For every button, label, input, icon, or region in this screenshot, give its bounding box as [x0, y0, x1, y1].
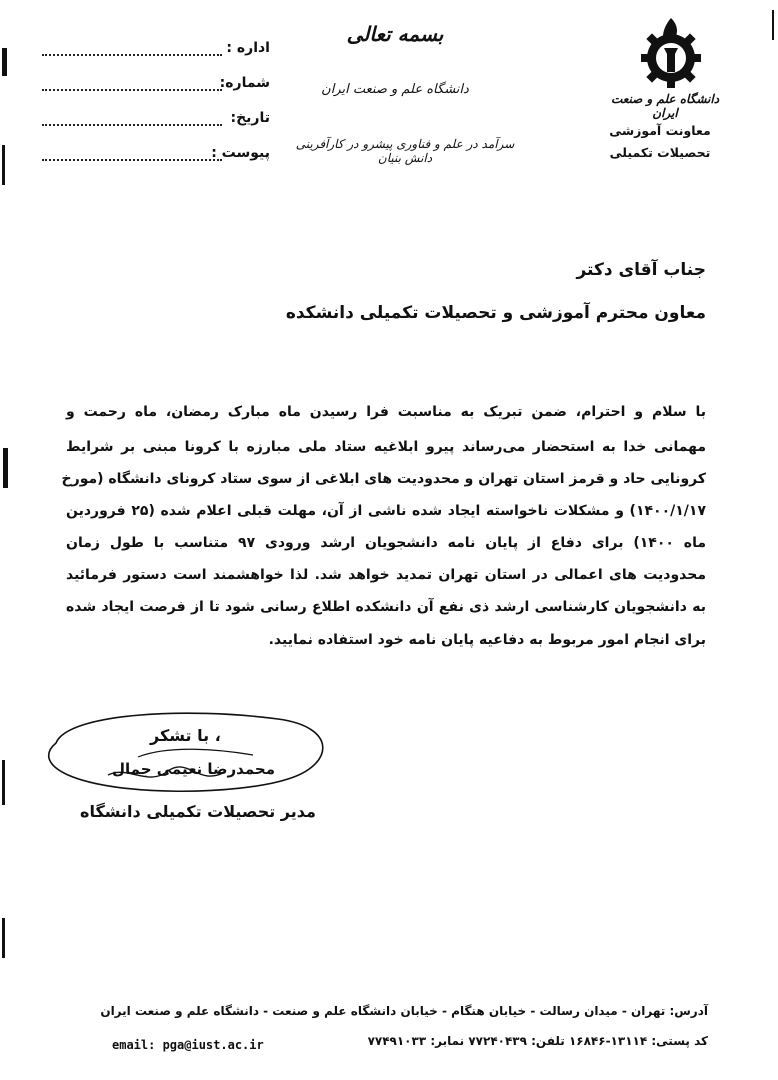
bismillah-heading: بسمه تعالی: [346, 22, 444, 46]
department-line: معاونت آموزشی: [609, 123, 711, 138]
field-label: اداره :: [226, 40, 270, 56]
footer-contact: کد پستی: ۱۳۱۱۴-۱۶۸۴۶ تلفن: ۷۷۲۴۰۴۳۹ نمابر: ۷۷۴۹۱۰۳۳: [367, 1034, 708, 1048]
field-label: پیوست :: [211, 145, 270, 161]
field-department: [40, 40, 270, 66]
signature-regards: ، با تشکر: [150, 726, 221, 745]
field-dotted-line: [42, 124, 222, 126]
body-text-line: مهمانی خدا به استحضار می‌رساند پیرو ابلاغیه ستاد ملی مبارزه با کرونا مبنی بر شرایط: [66, 439, 706, 455]
field-dotted-line: [42, 54, 222, 56]
department-name: [600, 120, 720, 164]
university-slogan: سرآمد در علم و فناوری پیشرو در کارآفرینی دانش بنیان: [295, 137, 515, 165]
scan-edge-mark: [2, 48, 7, 76]
footer-email: email: pga@iust.ac.ir: [112, 1038, 264, 1052]
scan-edge-mark: [2, 145, 5, 185]
field-label: تاریخ:: [230, 110, 270, 126]
university-name-script: دانشگاه علم و صنعت ایران: [321, 82, 469, 97]
field-attachment: [40, 145, 270, 171]
signature-scribble-icon: [38, 705, 338, 800]
field-dotted-line: [42, 159, 222, 161]
university-logo-icon: [632, 14, 710, 96]
addressee-salutation: جناب آقای دکتر: [576, 260, 706, 280]
scan-edge-mark: [2, 760, 5, 805]
signatory-title: مدیر تحصیلات تکمیلی دانشگاه: [80, 802, 316, 821]
signatory-name: محمدرضا نعیمی جمال: [112, 760, 275, 778]
scan-edge-mark: [772, 10, 774, 40]
body-text-line: ۱۴۰۰/۱/۱۷) و مشکلات ناخواسته ایجاد شده ناشی از آن، مهلت قبلی اعلام شده (۲۵ فروردین: [66, 503, 707, 519]
logo-lettering: دانشگاه علم و صنعت ایران: [610, 92, 720, 120]
header-fields: [40, 40, 270, 180]
body-text-line: با سلام و احترام، ضمن تبریک به مناسبت فرا رسیدن ماه مبارک رمضان، ماه رحمت و: [66, 404, 706, 420]
field-label: شماره:: [219, 75, 270, 91]
body-text-line: برای انجام امور مربوط به دفاعیه پایان نامه خود استفاده نمایید.: [268, 632, 706, 648]
scan-edge-mark: [3, 448, 8, 488]
body-text-line: محدودیت های اعمالی در استان تهران تمدید خواهد شد. لذا خواهشمند است دستور فرمائید: [66, 567, 706, 583]
scan-edge-mark: [2, 918, 5, 958]
field-date: [40, 110, 270, 136]
footer-address: آدرس: تهران - میدان رسالت - خیابان هنگام - خیابان دانشگاه علم و صنعت - دانشگاه علم و صنعت ایران: [100, 1004, 708, 1018]
field-number: [40, 75, 270, 101]
body-text-line: به دانشجویان کارشناسی ارشد ذی نفع آن دانشکده اطلاع رسانی شود تا از فرصت ایجاد شده: [66, 599, 706, 615]
department-line: تحصیلات تکمیلی: [609, 145, 711, 160]
field-dotted-line: [42, 89, 222, 91]
addressee-title: معاون محترم آموزشی و تحصیلات تکمیلی دانشکده: [285, 303, 706, 323]
body-text-line: ماه ۱۴۰۰) برای دفاع از پایان نامه دانشجویان ارشد ورودی ۹۷ متناسب با طول زمان: [66, 535, 706, 551]
body-text-line: کرونایی حاد و قرمز استان تهران و محدودیت های ابلاغی از سوی ستاد کرونای دانشگاه (مورخ: [61, 471, 706, 487]
